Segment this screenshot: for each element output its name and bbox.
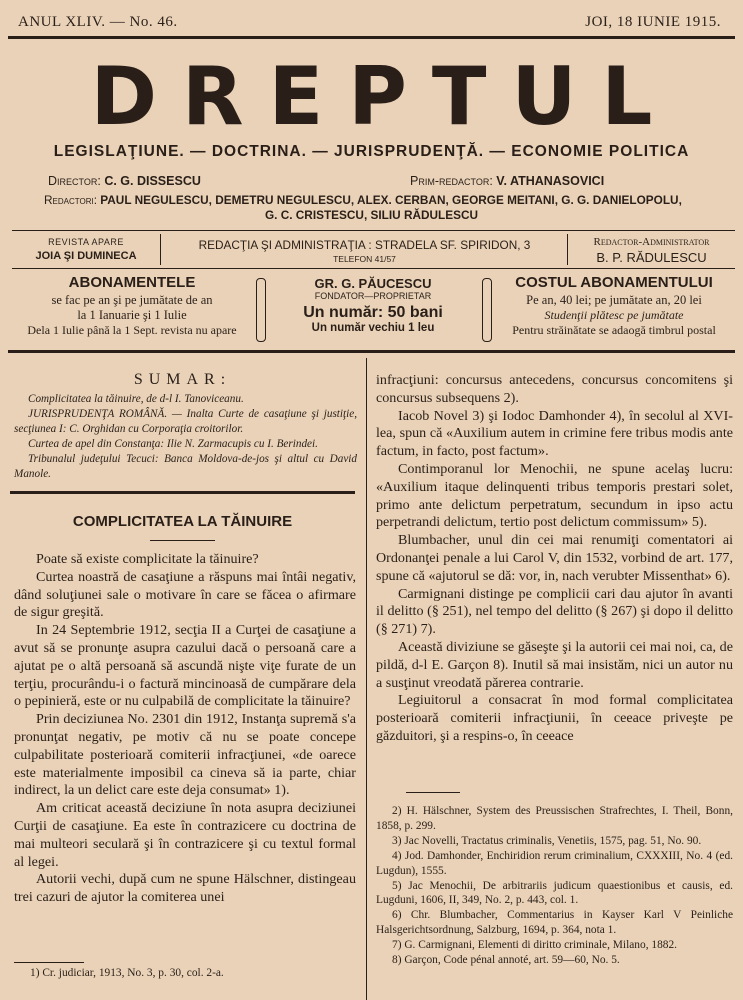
redactia-box <box>162 238 567 264</box>
revista-label: REVISTA APARE <box>48 237 124 247</box>
footnote: 2) H. Hälschner, System des Preussischen Strafrechtes, I. Theil, Bonn, 1858, p. 299. <box>376 805 733 832</box>
redactia-address: REDACŢIA ŞI ADMINISTRAŢIA : STRADELA SF. SPIRIDON, 3 <box>198 238 531 252</box>
paragraph: Am criticat această deciziune în nota asupra deciziunei Curţii de casaţiune. Ea este în contrazicere cu doctrina de mai multeori seculară şi în contrazicere şi cu textul formal al legei. <box>14 800 356 870</box>
sumar-list <box>14 392 357 482</box>
costul-line-1: Pe an, 40 lei; pe jumătate an, 20 lei <box>526 293 702 307</box>
ornament-right <box>482 278 492 342</box>
masthead-subtitle: LEGISLAŢIUNE. — DOCTRINA. — JURISPRUDENŢĂ. — ECONOMIE POLITICA <box>53 143 690 160</box>
admin-label: Redactor-Administrator <box>593 236 710 248</box>
title-underline <box>150 540 215 541</box>
fondator-box <box>268 276 478 334</box>
costul-line-3: Pentru străinătate se adaogă timbrul postal <box>512 323 716 337</box>
paragraph: Contimporanul lor Menochii, ne spune acelaş lucru: «Auxilium itaque delinquenti tribus temporis prestari solet, primo ante delictum perpetratum, secundum in ipso actu perpetrandi delictum, tertio post delictum commissum» 5). <box>376 460 733 531</box>
sumar-title: SUMAR: <box>133 371 232 388</box>
sumar-rule <box>10 491 355 494</box>
article-title: COMPLICITATEA LA TĂINUIRE <box>72 513 293 530</box>
prim-redactor-line <box>410 174 604 188</box>
director-line <box>48 174 201 188</box>
masthead-title: DREPTUL <box>90 50 678 143</box>
director-name: C. G. DISSESCU <box>104 174 201 188</box>
abonamente-line-3: Dela 1 Iulie până la 1 Sept. revista nu apare <box>27 323 237 337</box>
redactori-line-2 <box>0 208 743 222</box>
info-bar-bottom-rule <box>12 268 735 269</box>
info-divider-left <box>160 234 161 265</box>
info-bar-top-rule <box>12 230 735 231</box>
redactori-line <box>44 193 724 207</box>
abonamente-box <box>12 274 252 338</box>
footnote: 8) Garçon, Code pénal annoté, art. 59—60, No. 5. <box>392 954 620 967</box>
abonamente-line-1: se fac pe an şi pe jumătate de an <box>51 293 213 307</box>
footnote: 5) Jac Menochii, De arbitrariis judicum quaestionibus et causis, ed. Lugduni, 1606, II, 349, No. 2, p. 443, col. 1. <box>376 879 733 907</box>
paragraph: Poate să existe complicitate la tăinuire? <box>36 551 259 567</box>
paragraph: Legiuitorul a consacrat în mod formal complicitatea posterioară comiterii infracţiunii, în ceeace priveşte pe găzduitori, şi a respins-o, în ceeace <box>376 692 733 744</box>
costul-box <box>494 274 734 338</box>
footnote-rule-left <box>14 962 84 963</box>
footnote: 7) G. Carmignani, Elementi di diritto criminale, Milano, 1882. <box>392 939 678 952</box>
prim-redactor-label: Prim-redactor: <box>410 174 493 188</box>
abonamente-title: ABONAMENTELE <box>68 274 196 291</box>
revista-days: JOIA ŞI DUMINECA <box>35 250 137 262</box>
footnote: 4) Jod. Damhonder, Enchiridion rerum criminalium, CXXXIII, No. 4 (ed. Lugdun), 1555. <box>376 849 733 877</box>
abonamente-line-2: la 1 Ianuarie şi 1 Iulie <box>77 308 187 322</box>
paragraph: Această diviziune se găseşte şi la autorii cei mai noi, ca, de pildă, d-l E. Garçon 8). Inutil să mai insistăm, nici un autor nu a susţinut vreodată părerea contrarie. <box>376 638 733 691</box>
telefon: TELEFON 41/57 <box>333 254 396 264</box>
sumar-item: JURISPRUDENŢA ROMÂNĂ. — Inalta Curte de casaţiune şi justiţie, secţiunea I: C. Orghidan cu Corporaţia croitorilor. <box>14 408 357 435</box>
footnote-rule-right <box>406 792 460 793</box>
footnote: 6) Chr. Blumbacher, Commentarius in Kayser Karl V Peinliche Halsgerichtsordnung, Salzburg, 1694, p. 364, nota 1. <box>376 909 733 937</box>
sumar-item: Tribunalul judeţului Tecuci: Banca Moldova-de-jos şi altul cu David Manole. <box>14 453 357 480</box>
paragraph: Blumbacher, unul din cei mai renumiţi comentatori ai Ordonanţei penale a lui Carol V, din 1532, vorbind de art. 177, spune că «ajutorul se dă: vor, in, nach verubter Missenthat» 6). <box>376 532 733 584</box>
paragraph: Iacob Novel 3) şi Iodoc Damhonder 4), în secolul al XVI-lea, spun că «Auxilium autem in crimine fere tribus modis ante factum, in facto, post factum». <box>376 407 733 460</box>
ornament-left <box>256 278 266 342</box>
admin-box <box>568 236 735 265</box>
column-divider <box>366 358 367 1000</box>
fondator-name: GR. G. PĂUCESCU <box>314 276 432 291</box>
footnote: 3) Jac Novelli, Tractatus criminalis, Venetiis, 1575, pag. 51, No. 90. <box>392 834 702 847</box>
footnotes-left <box>14 966 356 981</box>
paragraph: In 24 Septembrie 1912, secţia II a Curţei de casaţiune a avut să se pronunţe asupra cazului dacă o persoană care a ajutat pe o altă persoană să ascundă nişte viţe furate de un terţiu, procurându-i o factură mincinoasă de cumpărare dela o pepinieră, este or nu culpabilă de complicitate la tăinuire? <box>14 622 356 710</box>
header-rule <box>8 36 735 39</box>
paragraph: Autorii vechi, după cum ne spune Hälschner, distingeau trei cazuri de ajutor la comiterea unei <box>14 871 356 906</box>
article-right-column <box>376 372 733 746</box>
issue-number: ANUL XLIV. — No. 46. <box>18 14 178 30</box>
director-label: Director: <box>48 174 101 188</box>
paragraph: infracţiuni: concursus antecedens, concursus concomitens şi concursus subsequens 2). <box>376 372 733 406</box>
costul-line-2: Studenţii plătesc pe jumătate <box>544 308 684 322</box>
footnote: 1) Cr. judiciar, 1913, No. 3, p. 30, col. 2-a. <box>30 967 224 979</box>
redactori-label: Redactori: <box>44 193 97 207</box>
footnotes-right <box>376 804 733 968</box>
article-left-column <box>14 551 356 907</box>
fondator-role: FONDATOR—PROPRIETAR <box>314 291 432 301</box>
sumar-item: Complicitatea la tăinuire, de d-l I. Tanoviceanu. <box>28 393 244 405</box>
admin-name: B. P. RĂDULESCU <box>596 250 707 265</box>
issue-date: JOI, 18 IUNIE 1915. <box>585 14 721 30</box>
paragraph: Prin deciziunea No. 2301 din 1912, Instanţa supremă s'a pronunţat negativ, pe motiv că nu se poate concepe culpabilitate posterioară comiterii infracţiunei, «de oarece este materialmente imposibil ca cineva să ia parte, chiar indirect, la un delict care este deja consumat» 1). <box>14 711 356 799</box>
costul-title: COSTUL ABONAMENTULUI <box>515 274 713 291</box>
sumar-item: Curtea de apel din Constanţa: Ilie N. Zarmacupis cu I. Berindei. <box>28 438 318 450</box>
masthead-bottom-rule <box>8 350 735 353</box>
redactori-names-2: G. C. CRISTESCU, SILIU RĂDULESCU <box>264 208 478 222</box>
paragraph: Carmignani distinge pe complicii cari dau ajutor în avanti il delitto (§ 251), nel tempo del delitto (§ 267) şi dopo il delitto (§ 271) 7). <box>376 585 733 638</box>
revista-box <box>12 237 160 262</box>
redactori-names-1: PAUL NEGULESCU, DEMETRU NEGULESCU, ALEX. CERBAN, GEORGE MEITANI, G. G. DANIELOPOLU, <box>100 193 682 207</box>
paragraph: Curtea noastră de casaţiune a răspuns mai întâi negativ, dând soluţiunei sale o motivare în care se făcea o afirmare de sigur greşită. <box>14 568 356 621</box>
prim-redactor-name: V. ATHANASOVICI <box>496 174 605 188</box>
price-old: Un număr vechiu 1 leu <box>311 322 435 334</box>
price: Un număr: 50 bani <box>303 304 443 321</box>
